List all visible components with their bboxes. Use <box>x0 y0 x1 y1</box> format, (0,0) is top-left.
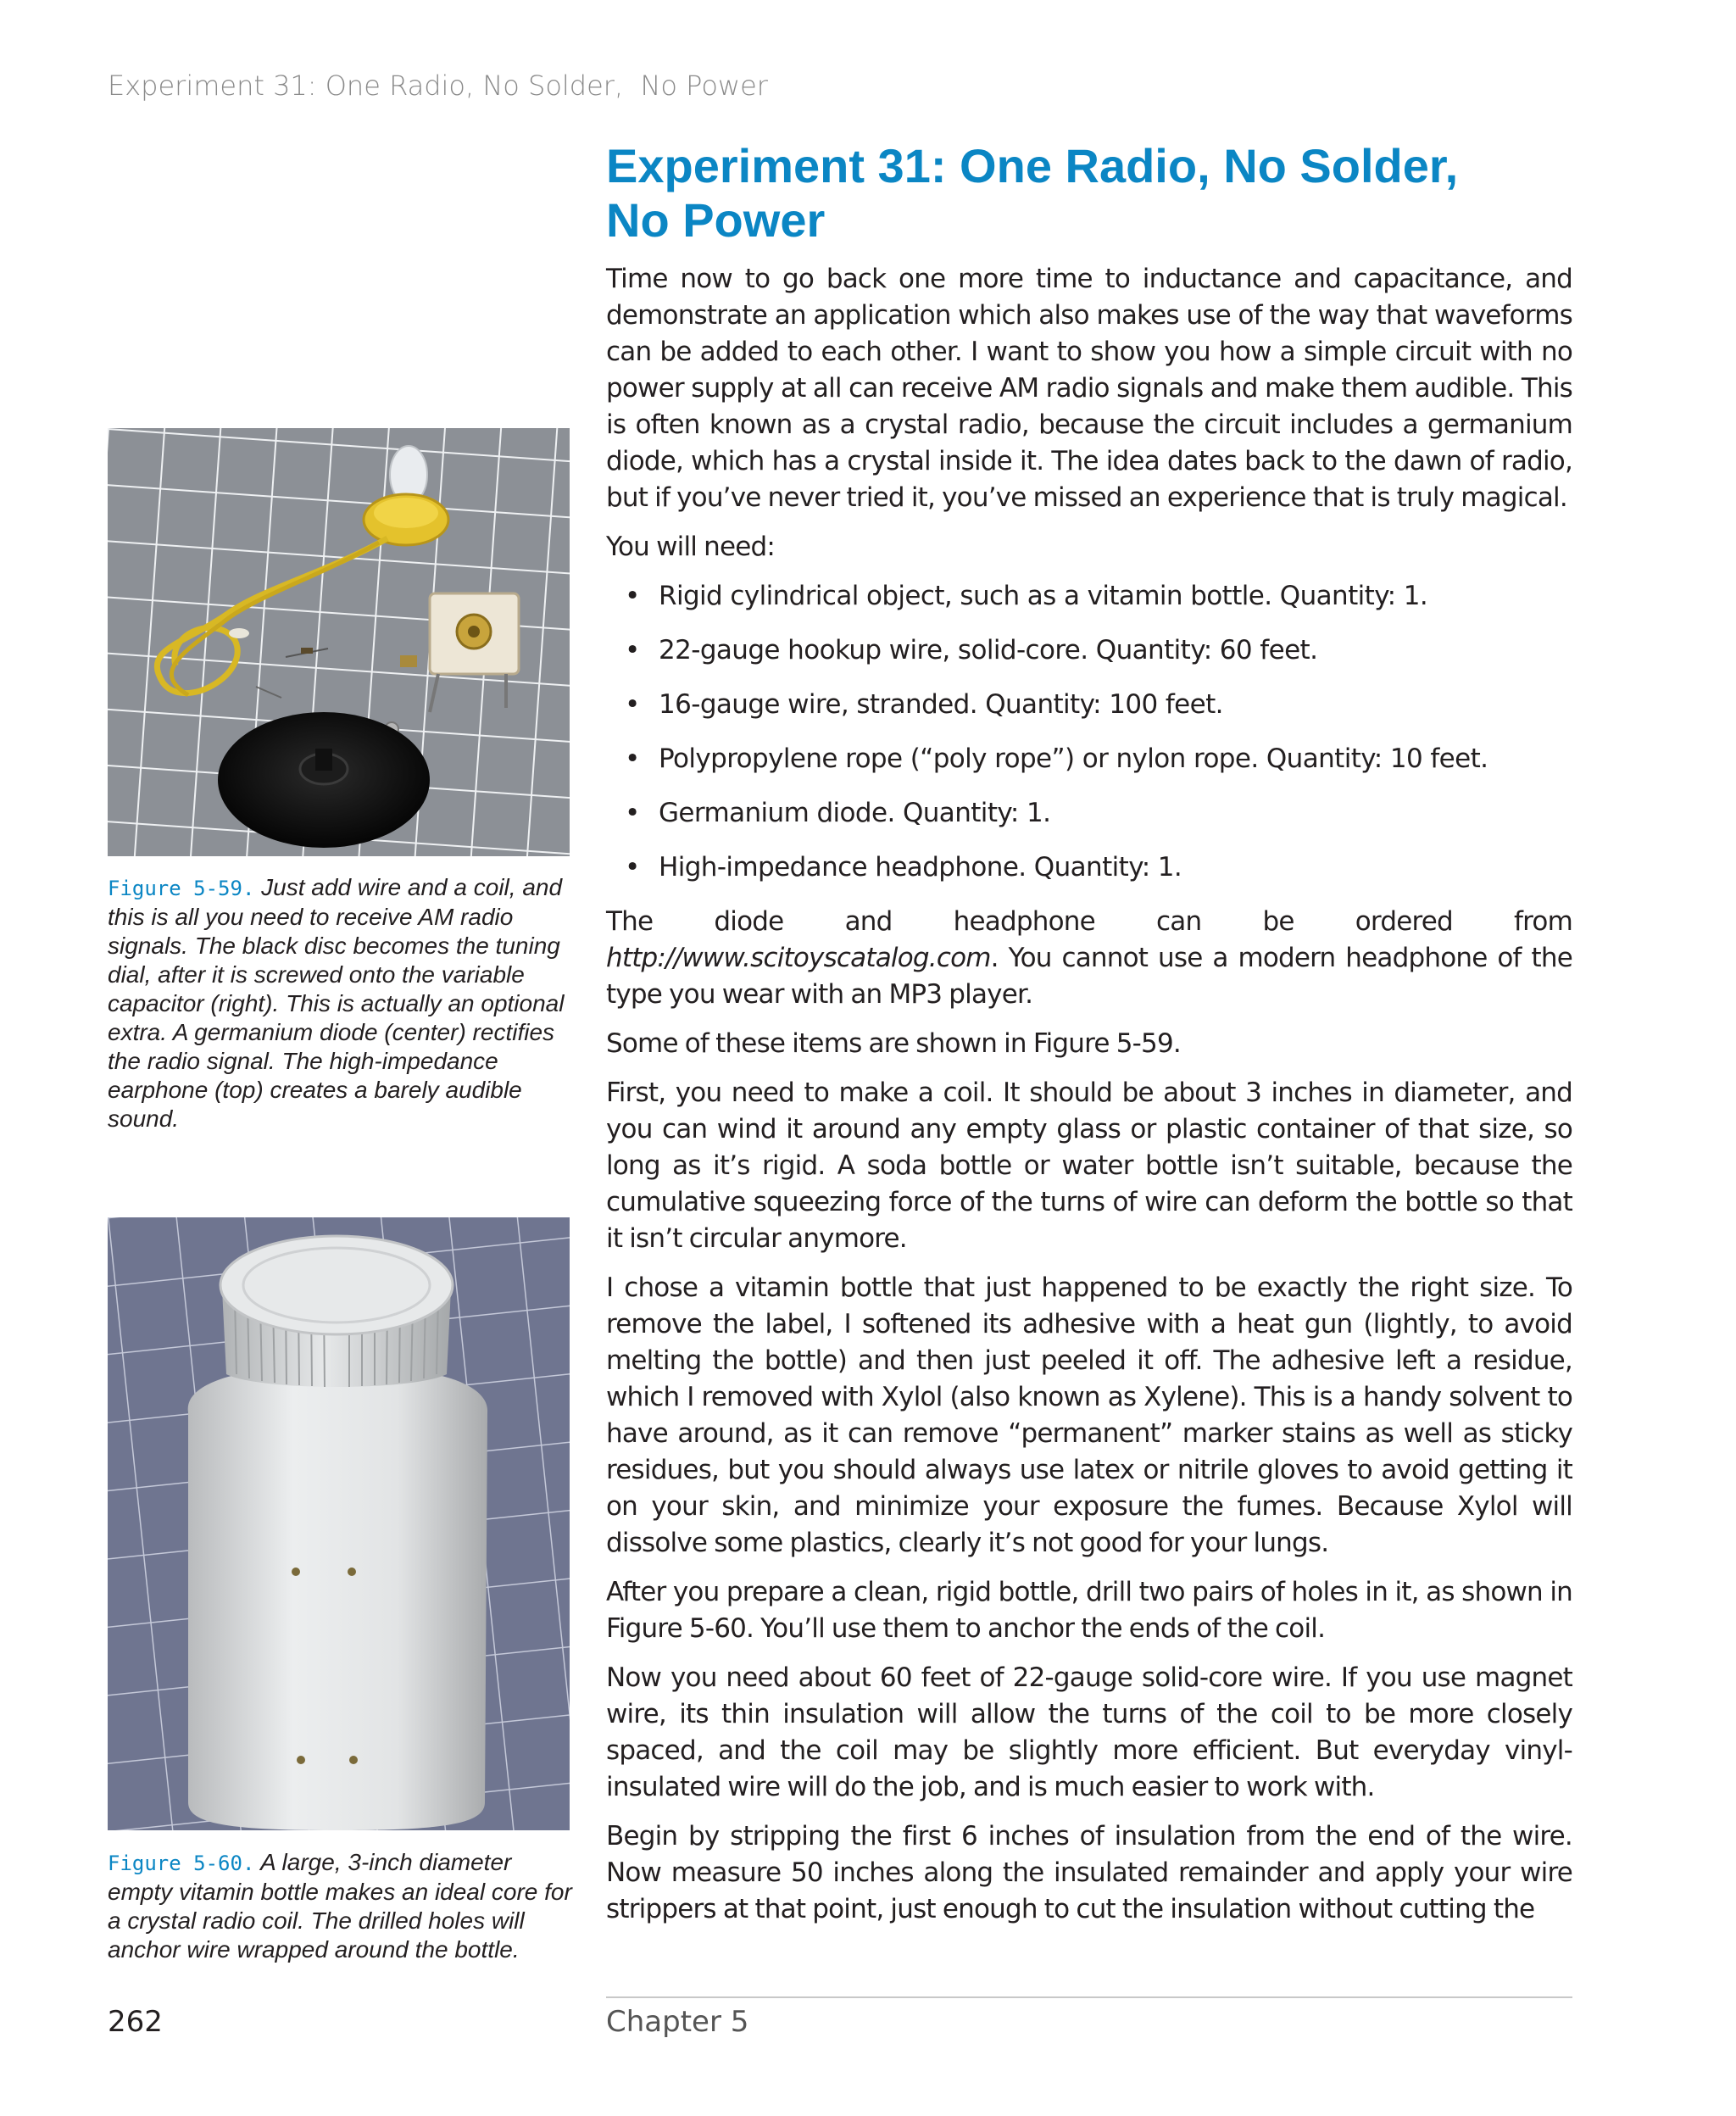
you-will-need-paragraph: You will need: <box>606 532 776 562</box>
coil-paragraph: First, you need to make a coil. It should be about 3 inches in diameter, and you can wind it around any empty glass or plastic container of that size, so long as it’s rigid. A soda bottle or water bottle isn’t suitable, because the cumulative squeezing force of the turns of wire can deform the bottle so that it isn’t circular anymore. <box>606 1077 1572 1254</box>
strip-paragraph: Begin by stripping the first 6 inches of insulation from the end of the wire. Now measure 50 inches along the insulated remainder and apply your wire strippers at that point, just enough to cut the insulation without cutting the <box>606 1821 1572 1924</box>
bullet-icon: • <box>625 635 640 665</box>
figure-5-59-label: Figure 5-59. <box>108 877 255 900</box>
list-item: • Polypropylene rope (“poly rope”) or nylon rope. Quantity: 10 feet. <box>606 741 1572 777</box>
holes-paragraph: After you prepare a clean, rigid bottle, drill two pairs of holes in it, as shown in Figure 5-60. You’ll use them to anchor the ends of the coil. <box>606 1577 1572 1644</box>
bullet-icon: • <box>625 852 640 883</box>
wire-paragraph: Now you need about 60 feet of 22-gauge solid-core wire. If you use magnet wire, its thin insulation will allow the turns of the coil to be more closely spaced, and the coil may be slightly more efficient. But everyday vinyl-insulated wire will do the job, and is much easier to work with. <box>606 1662 1572 1802</box>
figure-5-60-caption <box>108 1848 582 1964</box>
footer-divider <box>606 1996 1572 1998</box>
bullet-icon: • <box>625 798 640 828</box>
figure-5-60-caption-text: A large, 3-inch diameter empty vitamin bottle makes an ideal core for a crystal radio coil. The drilled holes will anchor wire wrapped around the bottle. <box>108 1849 572 1963</box>
running-head: Experiment 31: One Radio, No Solder, No Power <box>108 70 768 102</box>
figure-5-60-label: Figure 5-60. <box>108 1852 255 1875</box>
title-line-1: Experiment 31: One Radio, No Solder, <box>606 139 1459 192</box>
bullet-icon: • <box>625 581 640 611</box>
order-paragraph: The diode and headphone can be ordered from http://www.scitoyscatalog.com. You cannot use a modern headphone of the type you wear with an MP3 player. <box>606 906 1572 1010</box>
figure-5-59-caption <box>108 873 582 1133</box>
bullet-icon: • <box>625 743 640 774</box>
title-line-2: No Power <box>606 193 826 247</box>
list-item: • 16-gauge wire, stranded. Quantity: 100 feet. <box>606 687 1572 723</box>
shown-in-paragraph: Some of these items are shown in Figure 5-59. <box>606 1028 1181 1059</box>
supplier-link[interactable]: http://www.scitoyscatalog.com <box>606 943 991 973</box>
page-title <box>606 139 1581 248</box>
materials-list <box>606 578 1572 886</box>
vitamin-paragraph: I chose a vitamin bottle that just happened to be exactly the right size. To remove the label, I softened its adhesive with a heat gun (lightly, to avoid melting the bottle) and then just peeled it off. The adhesive left a residue, which I removed with Xylol (also known as Xylene). This is a handy solvent to have around, as it can remove “permanent” marker stains as well as sticky residues, but you should always use latex or nitrile gloves to avoid getting it on your skin, and minimize your exposure the fumes. Because Xylol will dissolve some plastics, clearly it’s not good for your lungs. <box>606 1272 1572 1558</box>
page-number: 262 <box>108 2005 163 2039</box>
figure-5-59-caption-text: Just add wire and a coil, and this is all you need to receive AM radio signals. The black disc becomes the tuning dial, after it is screwed onto the variable capacitor (right). This is actually an optional extra. A germanium diode (center) rectifies the radio signal. The high-impedance earphone (top) creates a barely audible sound. <box>108 874 565 1132</box>
chapter-label: Chapter 5 <box>606 2005 749 2039</box>
intro-paragraph: Time now to go back one more time to inductance and capacitance, and demonstrate an application which also makes use of the way that waveforms can be added to each other. I want to show you how a simple circuit with no power supply at all can receive AM radio signals and make them audible. This is often known as a crystal radio, because the circuit includes a germanium diode, which has a crystal inside it. The idea dates back to the dawn of radio, but if you’ve never tried it, you’ve missed an experience that is truly magical. <box>606 264 1572 513</box>
list-item: • Rigid cylindrical object, such as a vitamin bottle. Quantity: 1. <box>606 578 1572 615</box>
list-item: • 22-gauge hookup wire, solid-core. Quantity: 60 feet. <box>606 632 1572 669</box>
figure-5-59-photo <box>108 428 570 856</box>
figure-5-60-photo <box>108 1217 570 1830</box>
bullet-icon: • <box>625 689 640 720</box>
list-item: • High-impedance headphone. Quantity: 1. <box>606 849 1572 886</box>
list-item: • Germanium diode. Quantity: 1. <box>606 795 1572 832</box>
main-text <box>606 261 1572 1941</box>
